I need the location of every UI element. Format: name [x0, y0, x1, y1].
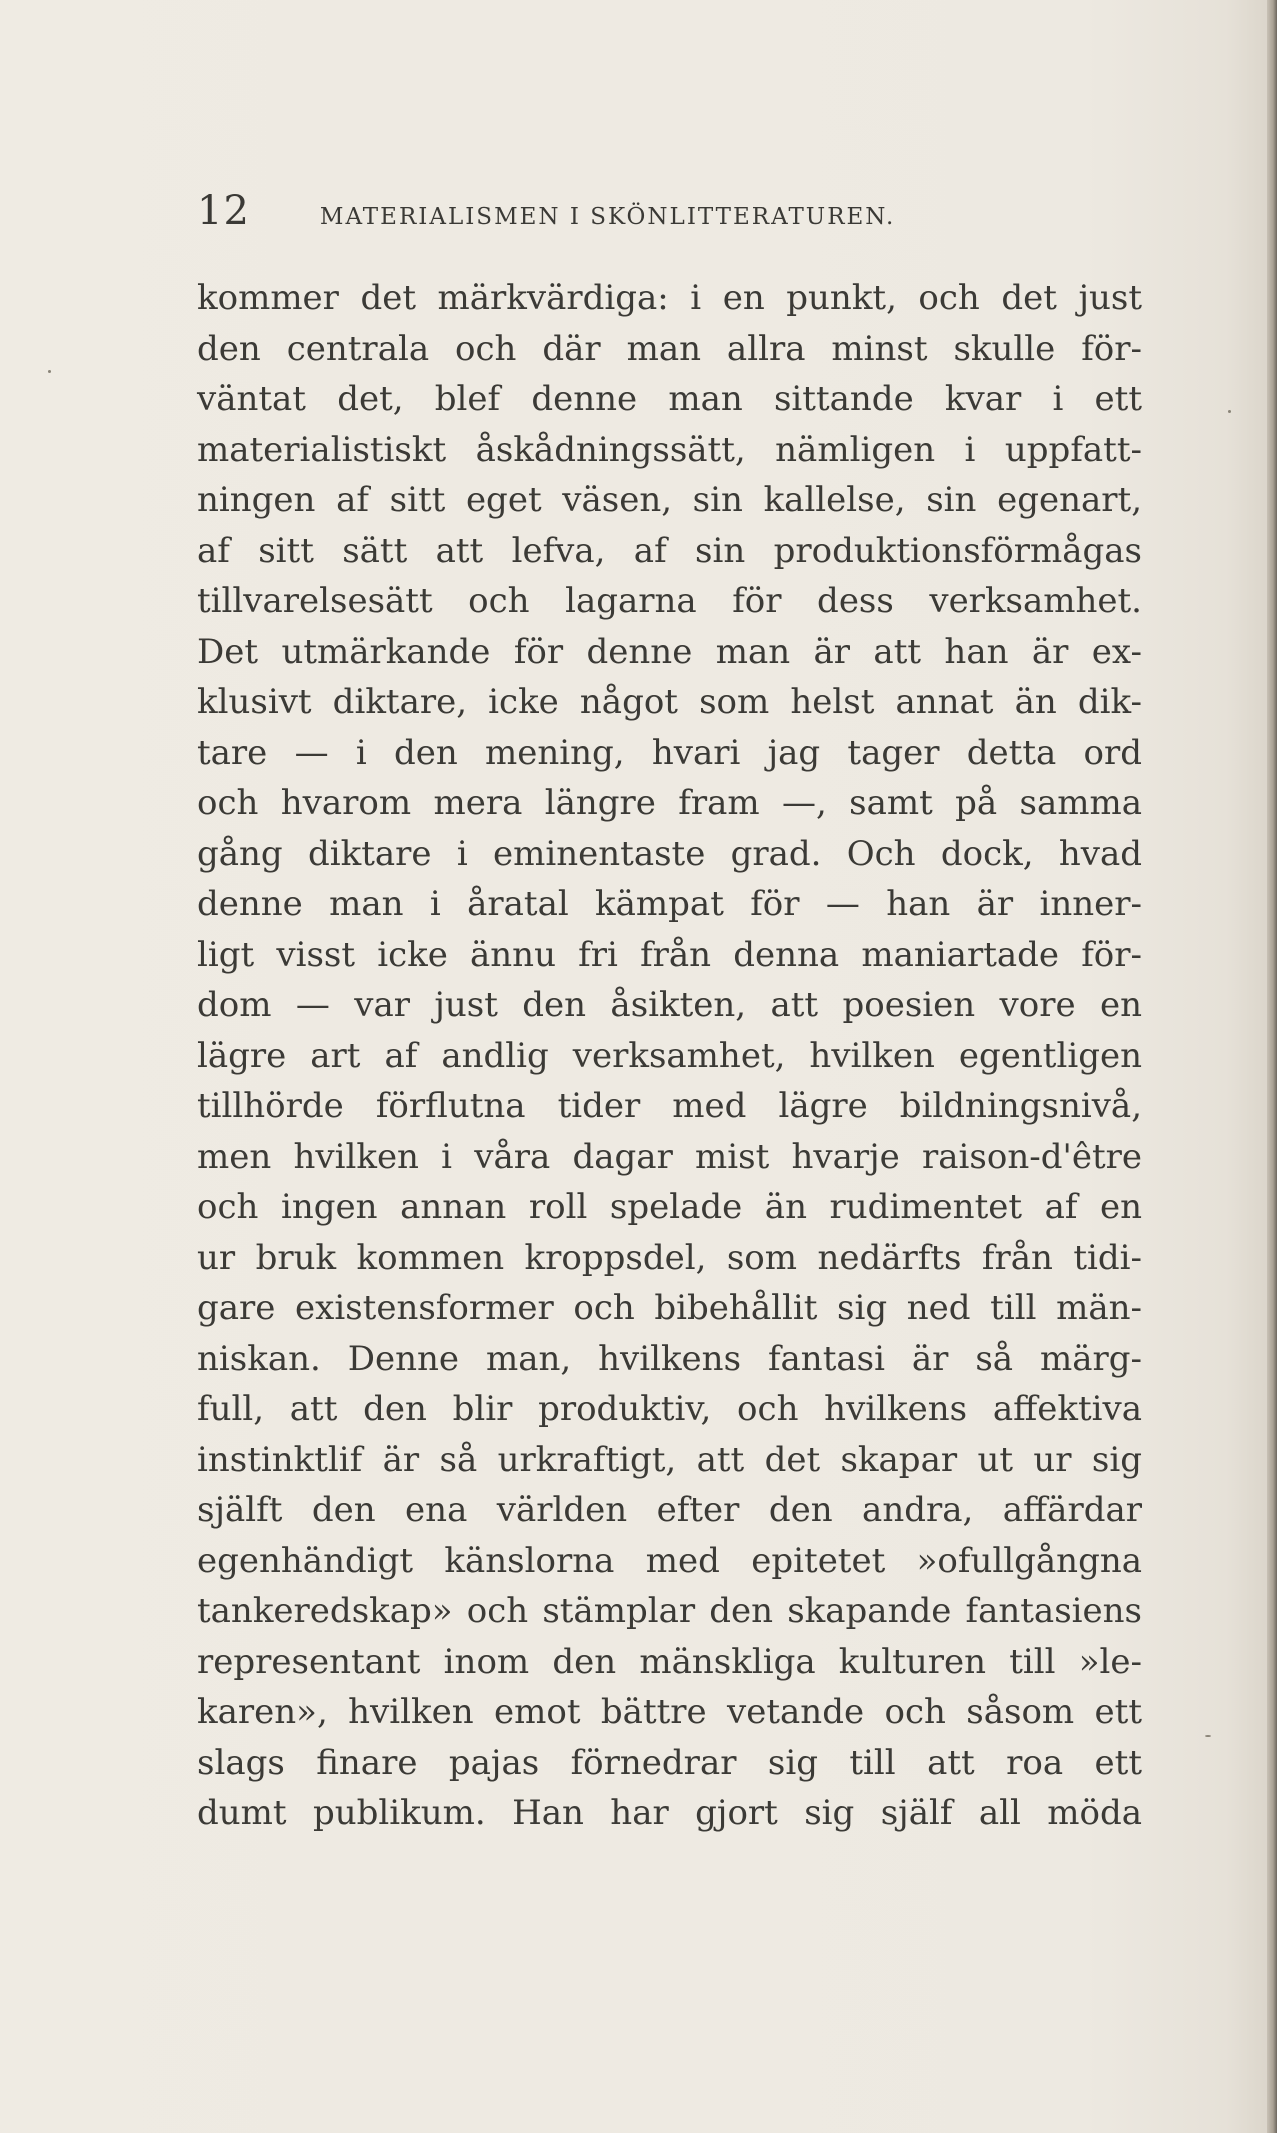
text-line: denne man i åratal kämpat för — han är inner- [197, 884, 1142, 924]
text-line: ur bruk kommen kroppsdel, som nedärfts från tidi- [197, 1237, 1142, 1278]
text-line: själft den ena världen efter den andra, affärdar [197, 1490, 1142, 1530]
text-line: slags finare pajas förnedrar sig till att roa ett [197, 1742, 1142, 1783]
body-text [197, 273, 1142, 1839]
text-line: den centrala och där man allra minst skulle för- [197, 328, 1142, 369]
text-line: materialistiskt åskådningssätt, nämligen i uppfatt- [197, 429, 1142, 470]
text-line: dumt publikum. Han har gjort sig själf all möda [197, 1793, 1142, 1833]
text-line: lägre art af andlig verksamhet, hvilken egentligen [197, 1035, 1142, 1076]
running-head [197, 188, 1077, 238]
text-line: full, att den blir produktiv, och hvilkens affektiva [197, 1389, 1142, 1429]
text-line: men hvilken i våra dagar mist hvarje raison-d'être [197, 1136, 1142, 1177]
text-line: af sitt sätt att lefva, af sin produktionsförmågas [197, 530, 1142, 571]
text-line: gång diktare i eminentaste grad. Och dock, hvad [197, 833, 1142, 874]
text-line: ningen af sitt eget väsen, sin kallelse, sin egenart, [197, 480, 1142, 520]
text-line: väntat det, blef denne man sittande kvar i ett [197, 379, 1142, 419]
text-line: dom — var just den åsikten, att poesien vore en [197, 985, 1142, 1025]
text-line: representant inom den mänskliga kulturen till »le- [197, 1641, 1142, 1682]
text-line: klusivt diktare, icke något som helst annat än dik- [197, 682, 1142, 722]
text-line: karen», hvilken emot bättre vetande och såsom ett [197, 1692, 1142, 1732]
page-number: 12 [197, 188, 250, 234]
text-line: egenhändigt känslorna med epitetet »ofullgångna [197, 1540, 1142, 1581]
text-line: instinktlif är så urkraftigt, att det skapar ut ur sig [197, 1439, 1142, 1480]
paper-speck [1205, 1735, 1211, 1737]
paper-speck [1228, 410, 1231, 413]
text-line: tankeredskap» och stämplar den skapande fantasiens [197, 1591, 1142, 1631]
text-line: och hvarom mera längre fram —, samt på samma [197, 783, 1142, 823]
text-line: tillvarelsesätt och lagarna för dess verksamhet. [197, 581, 1142, 621]
text-line: gare existensformer och bibehållit sig ned till män- [197, 1288, 1142, 1328]
paper-speck [48, 370, 51, 373]
text-line: och ingen annan roll spelade än rudimentet af en [197, 1187, 1142, 1227]
text-line: niskan. Denne man, hvilkens fantasi är så märg- [197, 1338, 1142, 1379]
text-line: Det utmärkande för denne man är att han är ex- [197, 631, 1142, 672]
text-line: tare — i den mening, hvari jag tager detta ord [197, 732, 1142, 773]
page-edge-shadow [1267, 0, 1277, 2133]
running-title: MATERIALISMEN I SKÖNLITTERATUREN. [319, 204, 896, 230]
text-line: kommer det märkvärdiga: i en punkt, och det just [197, 278, 1142, 318]
text-line: ligt visst icke ännu fri från denna maniartade för- [197, 934, 1142, 975]
text-line: tillhörde förflutna tider med lägre bildningsnivå, [197, 1086, 1142, 1126]
